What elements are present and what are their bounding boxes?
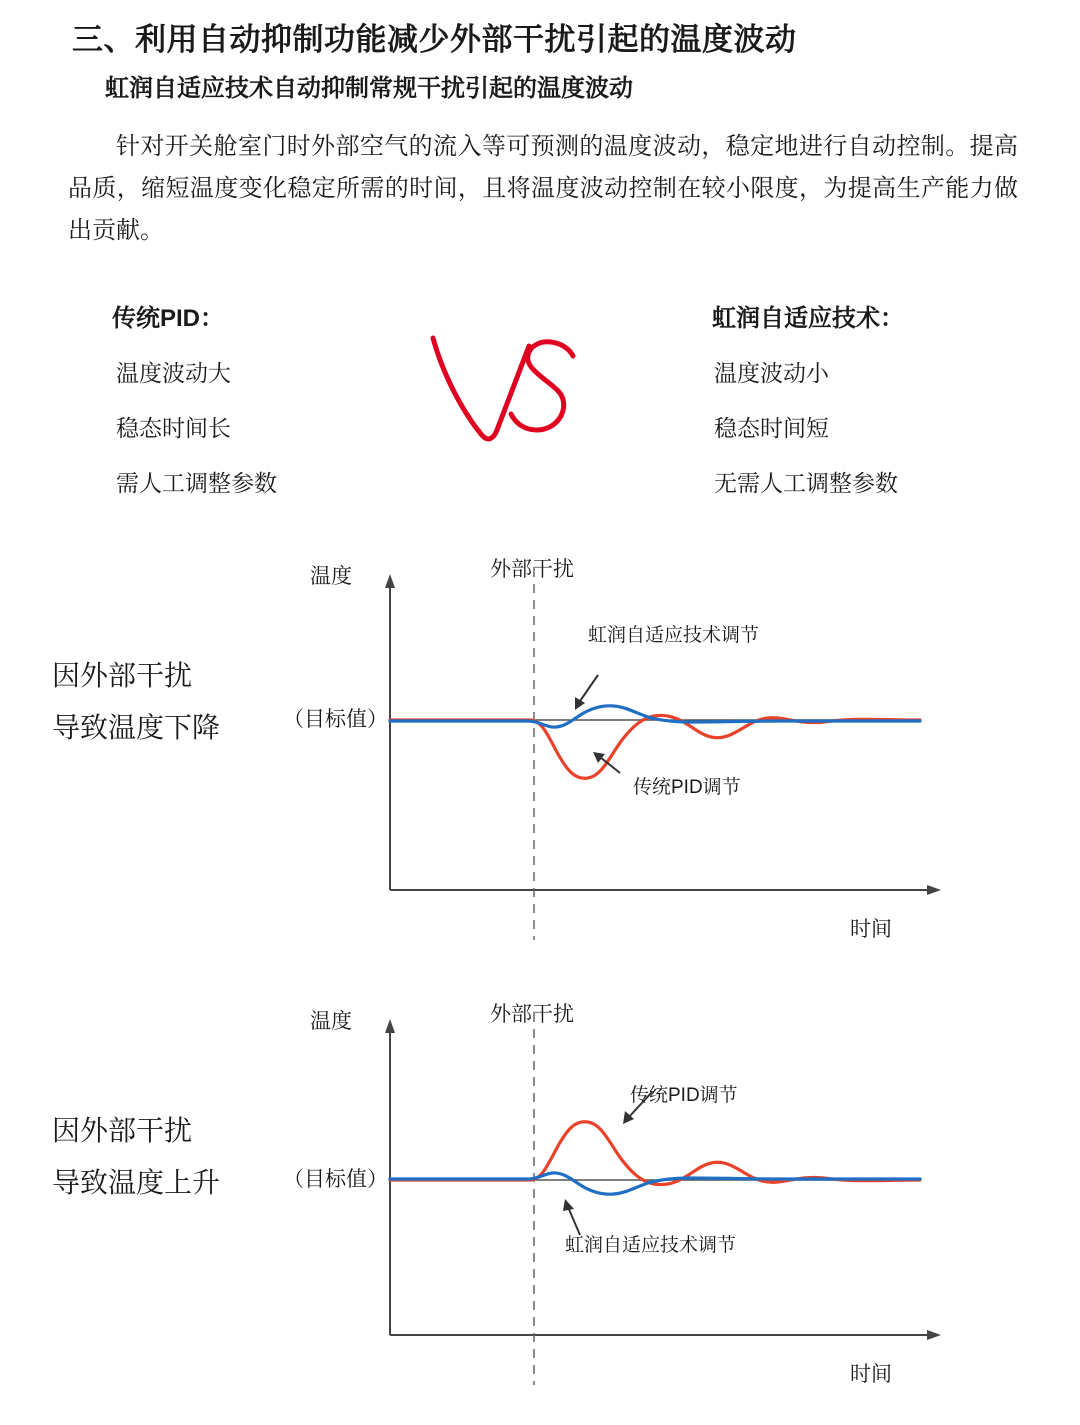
comparison-right-item-3: 无需人工调整参数 [714,470,898,496]
chart2-side-label-line1: 因外部干扰 [52,1115,193,1146]
chart1-svg [280,540,980,960]
chart2-x-axis-label: 时间 [850,1363,892,1386]
chart-temperature-drop [0,540,1080,960]
comparison-right-title: 虹润自适应技术： [712,305,904,332]
chart-temperature-rise [0,985,1080,1405]
chart2-svg [280,985,980,1405]
chart2-annotation-adaptive: 虹润自适应技术调节 [565,1235,737,1256]
chart1-y-axis-label: 温度 [310,565,352,588]
comparison-right-item-1: 温度波动小 [714,360,829,386]
chart1-side-label-line2: 导致温度下降 [52,712,221,743]
comparison-left-item-3: 需人工调整参数 [116,470,277,496]
chart2-y-axis-label: 温度 [310,1010,352,1033]
chart1-target-label: （目标值） [283,708,388,731]
comparison-left-item-1: 温度波动大 [116,360,231,386]
vs-icon [425,330,585,450]
page-subtitle: 虹润自适应技术自动抑制常规干扰引起的温度波动 [105,75,633,102]
chart2-disturbance-label: 外部干扰 [490,1003,574,1026]
chart1-x-axis-label: 时间 [850,918,892,941]
page-title: 三、利用自动抑制功能减少外部干扰引起的温度波动 [72,22,797,57]
chart1-annotation-adaptive: 虹润自适应技术调节 [588,625,760,646]
comparison-right-item-2: 稳态时间短 [714,415,829,441]
chart2-target-label: （目标值） [283,1168,388,1191]
chart1-side-label-line1: 因外部干扰 [52,660,193,691]
comparison-left-title: 传统PID： [112,305,225,332]
intro-paragraph: 针对开关舱室门时外部空气的流入等可预测的温度波动，稳定地进行自动控制。提高品质，缩短温度变化稳定所需的时间，且将温度波动控制在较小限度，为提高生产能力做出贡献。 [68,133,1018,244]
chart1-disturbance-label: 外部干扰 [490,558,574,581]
chart1-annotation-pid: 传统PID调节 [633,777,741,798]
chart2-side-label-line2: 导致温度上升 [52,1167,221,1198]
comparison-left-item-2: 稳态时间长 [116,415,231,441]
chart2-annotation-pid: 传统PID调节 [630,1085,738,1106]
